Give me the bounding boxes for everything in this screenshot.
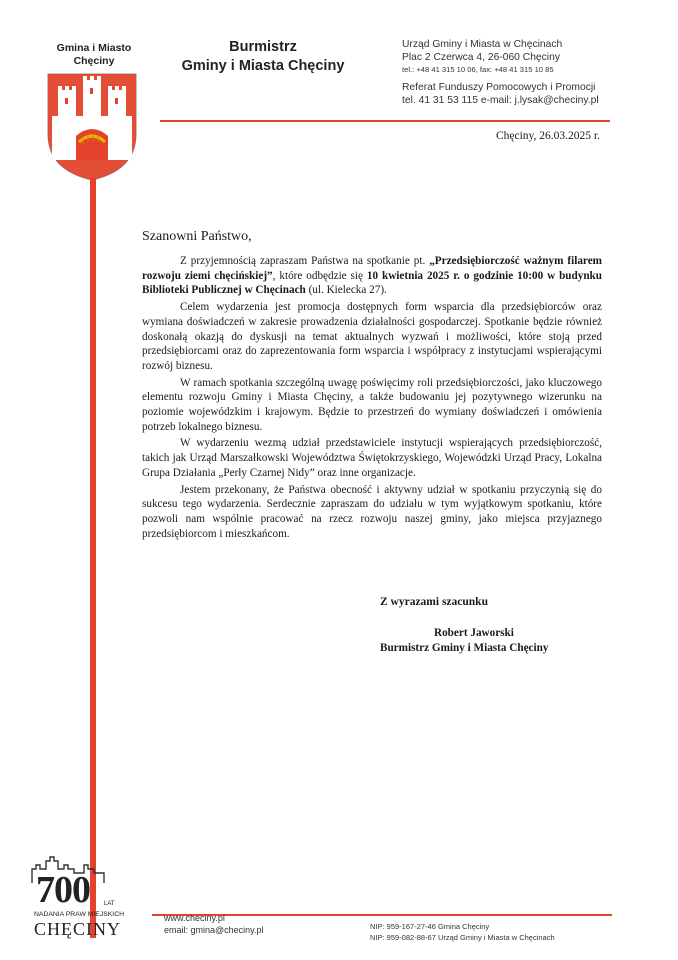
anniversary-line: NADANIA PRAW MIEJSKICH [34, 911, 125, 918]
closing: Z wyrazami szacunku [380, 596, 488, 608]
crest-name-line1: Gmina i Miasto [56, 42, 132, 54]
signatory-name: Robert Jaworski [434, 627, 514, 639]
nip-urzad: NIP: 959-082-88-67 Urząd Gminy i Miasta w Chęcinach [370, 932, 555, 942]
crest-name [40, 42, 148, 68]
left-red-bar [90, 178, 96, 938]
office-phone: tel.: +48 41 315 10 06, fax: +48 41 315 10 85 [402, 65, 554, 74]
footer-website-link[interactable]: www.checiny.pl [164, 913, 225, 923]
anniversary-lat: LAT [104, 901, 115, 907]
nip-gmina: NIP: 959-167-27-46 Gmina Chęciny [370, 922, 490, 931]
signature-block [380, 626, 640, 656]
p1-text-c: , które odbędzie się [272, 269, 367, 282]
title-line1: Burmistrz [229, 39, 297, 55]
footer-contact [164, 912, 264, 936]
letter-body [142, 254, 602, 543]
header-divider [160, 120, 610, 122]
paragraph-1 [142, 254, 602, 298]
letter-date: Chęciny, 26.03.2025 r. [495, 130, 600, 142]
coat-of-arms-icon [46, 72, 138, 182]
anniversary-number: 700 [36, 869, 90, 911]
event-title: „Przedsiębiorczość ważnym filarem rozwoju ziemi chęcińskiej” [142, 255, 602, 282]
p1-text-e: (ul. Kielecka 27). [305, 284, 387, 297]
p1-text-a: Z przyjemnością zapraszam Państwa na spotkanie pt. [180, 255, 430, 267]
crest-name-line2: Chęciny [73, 55, 115, 67]
paragraph-3: W ramach spotkania szczególną uwagę poświęcimy roli przedsiębiorczości, jako kluczowego elementu rozwoju Gminy i Miasta Chęciny, a także budowaniu jej pozytywnego wizerunku na poziomie wojewódzkim i krajowym. Będzie to przestrzeń do wymiany doświadczeń i omówienia potrzeb lokalnego biznesu. [142, 376, 602, 433]
footer-nip [370, 922, 555, 943]
office-name: Urząd Gminy i Miasta w Chęcinach [402, 39, 563, 50]
letterhead-title [168, 38, 358, 76]
signatory-role: Burmistrz Gminy i Miasta Chęciny [380, 642, 549, 654]
event-date-place: 10 kwietnia 2025 r. o godzinie 10:00 w budynku Biblioteki Publicznej w Chęcinach [142, 269, 603, 297]
anniversary-logo [24, 855, 134, 945]
paragraph-2: Celem wydarzenia jest promocja dostępnych form wsparcia dla przedsiębiorców oraz wymiana doświadczeń w zakresie prowadzenia działalności gospodarczej. Spotkanie będzie również doskonałą okazją do dyskusji na temat aktualnych wyzwań i możliwości, które stoją przed przedsiębiorcami oraz do zaprezentowania form wsparcia i współpracy z instytucjami wspierającymi rozwój biznesu. [142, 301, 602, 372]
paragraph-4: W wydarzeniu wezmą udział przedstawiciele instytucji wspierających przedsiębiorczość, takich jak Urząd Marszałkowski Województwa Świętokrzyskiego, Wojewódzki Urząd Pracy, Lokalna Grupa Działania „Perły Czarnej Nidy” oraz inne organizacje. [142, 437, 602, 479]
footer-email-link[interactable]: email: gmina@checiny.pl [164, 925, 264, 935]
department-name: Referat Funduszy Pomocowych i Promocji [402, 82, 596, 93]
paragraph-5: Jestem przekonany, że Państwa obecność i aktywny udział w spotkaniu przyczynią się do sukcesu tego wydarzenia. Serdecznie zapraszam do udziału w tym wyjątkowym spotkaniu, które pozwoli nam wspólnie pracować na rzecz rozwoju naszej gminy, jako miejsca przyjaznego przedsiębiorcom i mieszkańcom. [142, 483, 602, 540]
office-address: Plac 2 Czerwca 4, 26-060 Chęciny [402, 52, 560, 63]
department-contact: tel. 41 31 53 115 e-mail: j.lysak@checiny.pl [402, 95, 599, 106]
salutation: Szanowni Państwo, [142, 229, 252, 244]
title-line2: Gminy i Miasta Chęciny [181, 58, 345, 74]
anniversary-city: CHĘCINY [34, 919, 121, 939]
office-contact [402, 38, 642, 107]
